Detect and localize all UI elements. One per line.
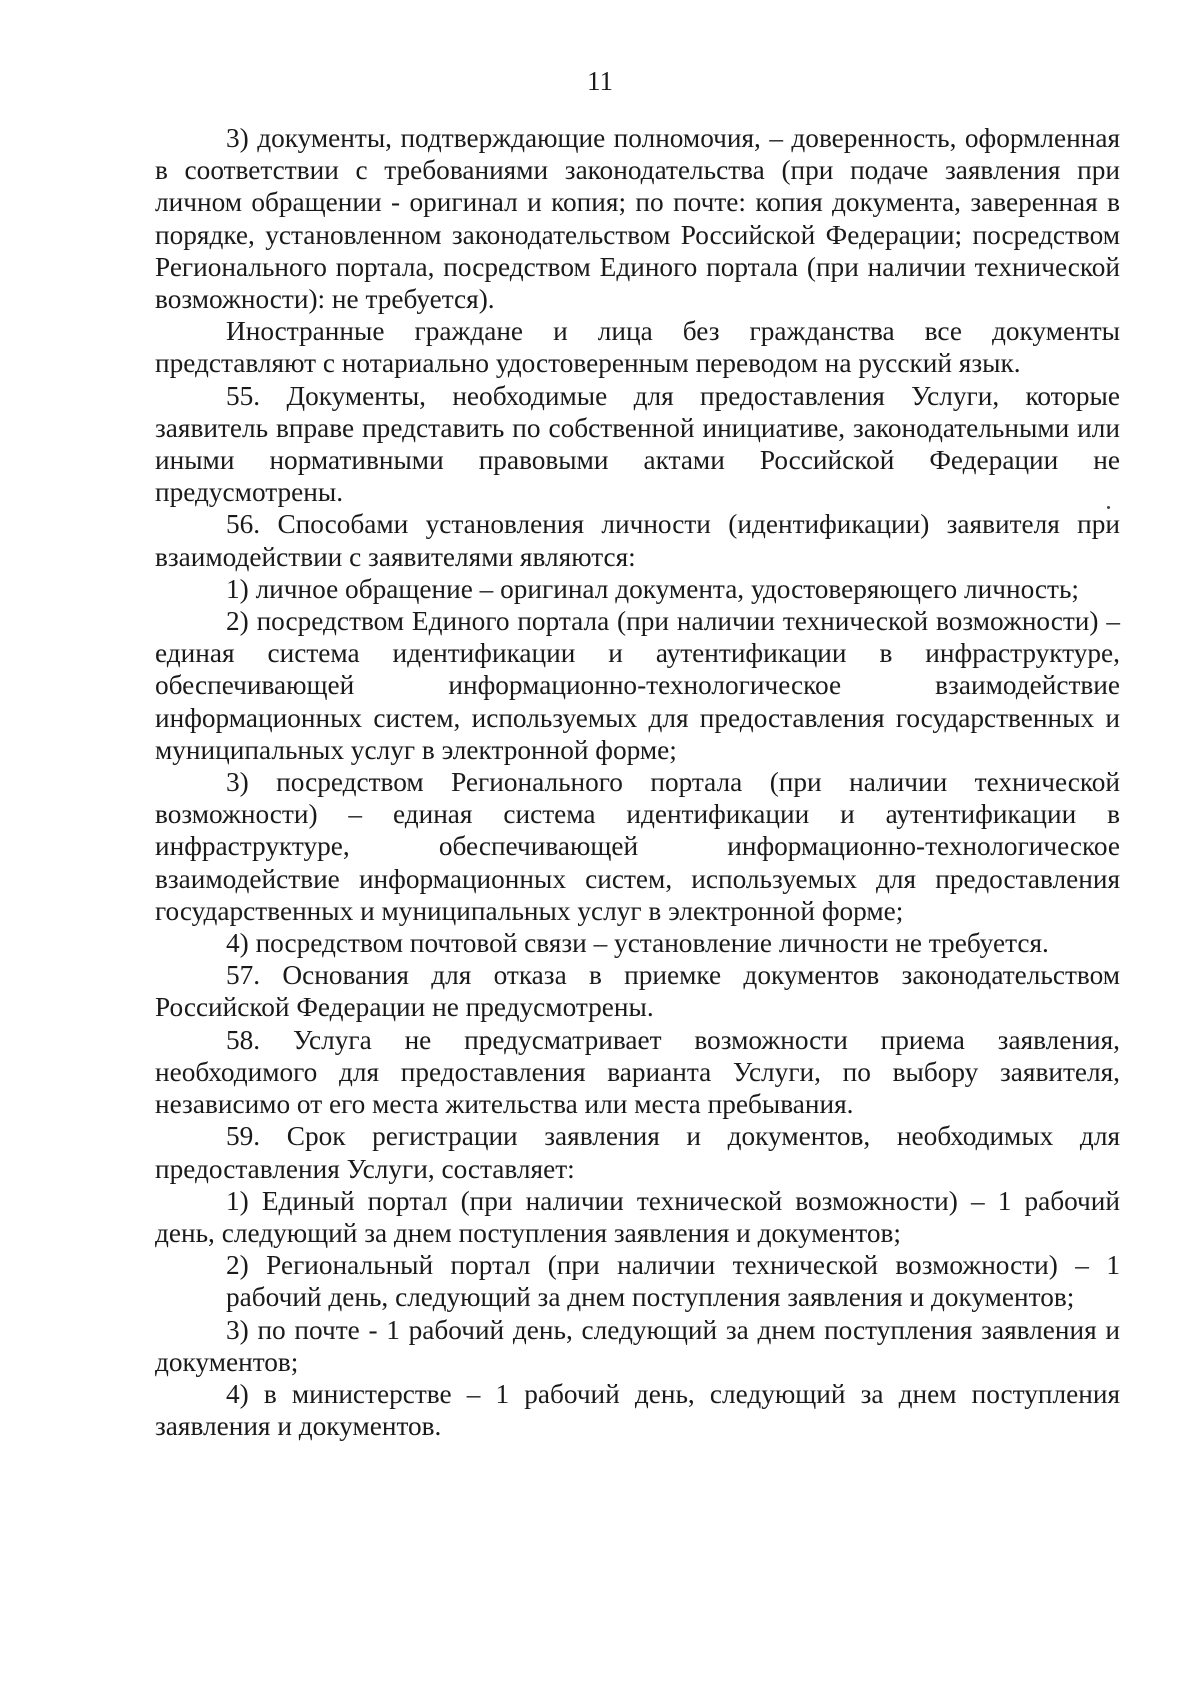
- paragraph-59-item-1: 1) Единый портал (при наличии технической возможности) – 1 рабочий день, следующий за днем поступления заявления и документов;: [155, 1185, 1120, 1248]
- paragraph-56: 56. Способами установления личности (идентификации) заявителя при взаимодействии с заявителями являются:: [155, 509, 1120, 572]
- paragraph-59-item-2: 2) Региональный портал (при наличии технической возможности) – 1 рабочий день, следующий за днем поступления заявления и документов;: [226, 1250, 1120, 1313]
- document-body: [155, 122, 1120, 1442]
- paragraph-58: 58. Услуга не предусматривает возможности приема заявления, необходимого для предоставления варианта Услуги, по выбору заявителя, независимо от его места жительства или места пребывания.: [155, 1024, 1120, 1120]
- paragraph-56-item-2: 2) посредством Единого портала (при наличии технической возможности) – единая система идентификации и аутентификации в инфраструктуре, обеспечивающей информационно-технологическое взаимодействие информационных систем, используемых для предоставления государственных и муниципальных услуг в электронной форме;: [155, 606, 1120, 765]
- paragraph-59-item-3: 3) по почте - 1 рабочий день, следующий за днем поступления заявления и документов;: [155, 1314, 1120, 1377]
- page-number: 11: [587, 66, 613, 96]
- paragraph-56-item-1: 1) личное обращение – оригинал документа, удостоверяющего личность;: [226, 573, 1079, 604]
- paragraph-56-item-4: 4) посредством почтовой связи – установление личности не требуется.: [226, 928, 1049, 959]
- paragraph-55: 55. Документы, необходимые для предоставления Услуги, которые заявитель вправе представить по собственной инициативе, законодательными или иными нормативными правовыми актами Российской Федерации не предусмотрены.: [155, 380, 1120, 508]
- paragraph-59: 59. Срок регистрации заявления и документов, необходимых для предоставления Услуги, составляет:: [155, 1121, 1120, 1184]
- paragraph-57: 57. Основания для отказа в приемке документов законодательством Российской Федерации не предусмотрены.: [155, 960, 1120, 1023]
- scan-speck: [1107, 506, 1110, 509]
- paragraph-59-item-4: 4) в министерстве – 1 рабочий день, следующий за днем поступления заявления и документов.: [155, 1378, 1120, 1442]
- paragraph-foreign-citizens: Иностранные граждане и лица без гражданства все документы представляют с нотариально удостоверенным переводом на русский язык.: [155, 316, 1120, 379]
- paragraph-authority-documents: 3) документы, подтверждающие полномочия, – доверенность, оформленная в соответствии с требованиями законодательства (при подаче заявления при личном обращении - оригинал и копия; по почте: копия документа, заверенная в порядке, установленном законодательством Российской Федерации; посредством Регионального портала, посредством Единого портала (при наличии технической возможности): не требуется).: [155, 123, 1120, 315]
- paragraph-56-item-3: 3) посредством Регионального портала (при наличии технической возможности) – единая система идентификации и аутентификации в инфраструктуре, обеспечивающей информационно-технологическое взаимодействие информационных систем, используемых для предоставления государственных и муниципальных услуг в электронной форме;: [155, 767, 1120, 926]
